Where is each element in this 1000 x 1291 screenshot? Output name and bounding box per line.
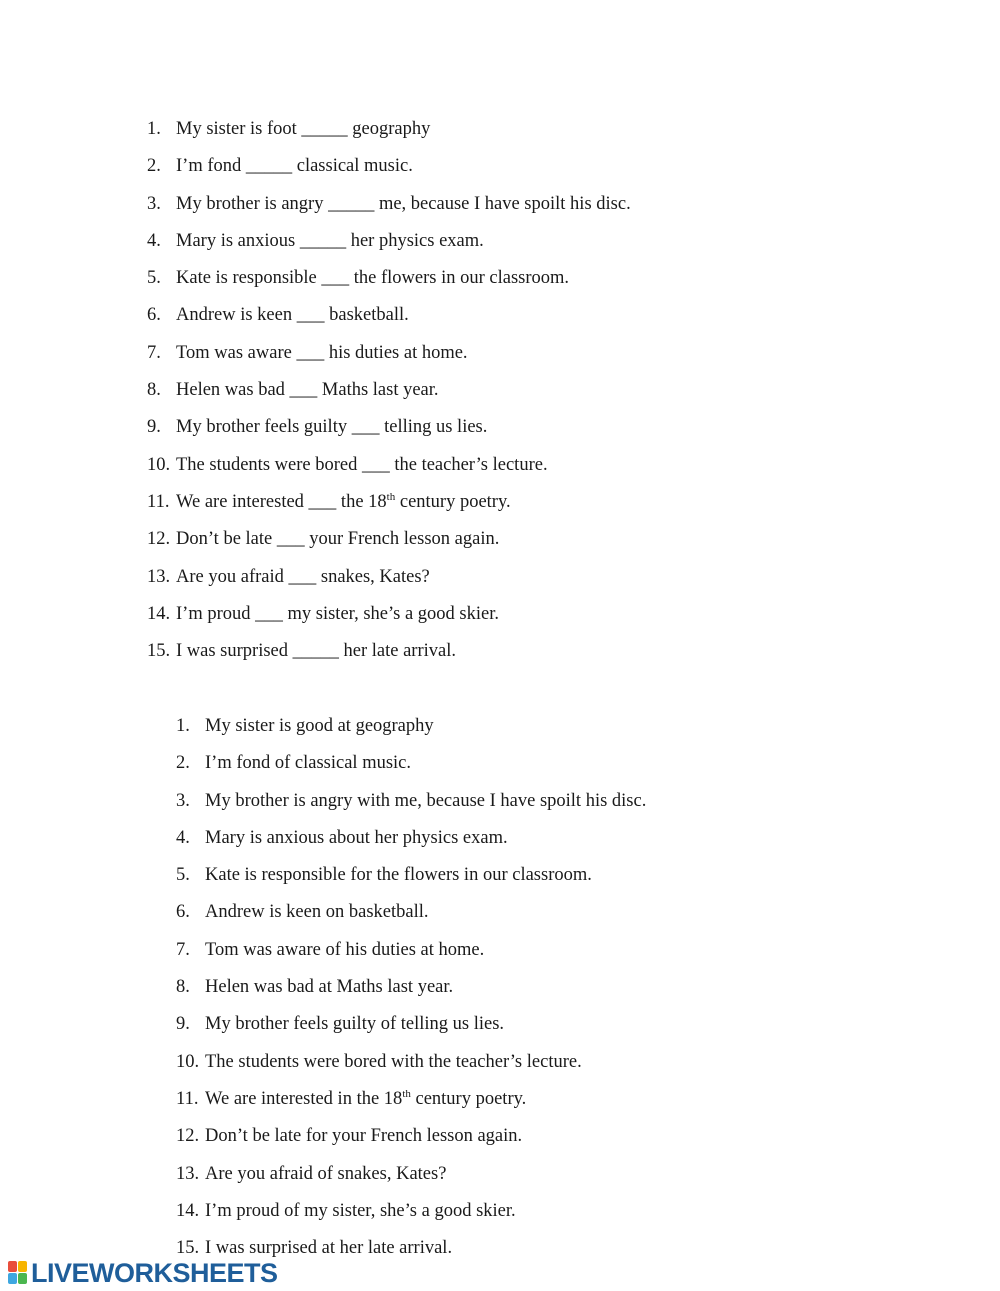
item-text: My brother is angry with me, because I have spoilt his disc. [205,790,647,811]
item-number: 5. [176,865,190,886]
item-number: 1. [176,716,190,736]
ordinal-suffix: th [386,490,396,503]
item-number: 15. [147,641,171,662]
item-number: 7. [147,342,161,363]
item-text: I was surprised at her late arrival. [205,1238,453,1259]
item-text: Mary is anxious about her physics exam. [205,827,508,848]
item-text: I’m proud ___ my sister, she’s a good skier. [176,603,499,624]
liveworksheets-logo-icon [8,1261,28,1285]
item-text-before: We are interested in the 18 [205,1088,403,1109]
item-text: My brother feels guilty ___ telling us lies. [176,417,488,438]
item-text: Don’t be late ___ your French lesson again. [176,529,500,550]
item-number: 13. [147,566,171,587]
item-text: Are you afraid of snakes, Kates? [205,1163,447,1184]
item-number: 7. [176,939,190,960]
item-number: 12. [176,1126,200,1147]
item-number: 11. [176,1088,199,1109]
item-number: 3. [176,790,190,811]
item-number: 9. [176,1014,190,1035]
item-text: Kate is responsible ___ the flowers in our classroom. [176,268,570,289]
item-text: Andrew is keen on basketball. [205,902,429,923]
item-number: 2. [176,753,190,774]
item-text: Helen was bad at Maths last year. [205,977,454,998]
ordinal-suffix: th [402,1087,411,1100]
item-text: Tom was aware of his duties at home. [205,939,485,960]
item-number: 5. [147,268,161,289]
item-number: 10. [147,454,171,475]
item-text: I’m fond _____ classical music. [176,156,413,177]
item-text: Tom was aware ___ his duties at home. [176,342,468,363]
item-text: Kate is responsible for the flowers in our classroom. [205,865,592,886]
item-text: My brother is angry _____ me, because I have spoilt his disc. [176,193,631,214]
item-number: 6. [147,305,161,326]
item-text: The students were bored ___ the teacher’s lecture. [176,454,548,475]
item-text-after: century poetry. [395,491,511,512]
item-text: My brother feels guilty of telling us lies. [205,1014,505,1035]
item-number: 4. [176,827,190,848]
item-number: 8. [176,977,190,998]
item-text-after: century poetry. [410,1088,527,1109]
item-text-before: We are interested ___ the 18 [176,491,387,512]
item-number: 14. [176,1200,200,1221]
item-text: Helen was bad ___ Maths last year. [176,380,439,401]
item-number: 15. [176,1238,200,1259]
item-text [205,1083,526,1115]
item-text: The students were bored with the teacher’s lecture. [205,1051,582,1072]
item-text: Are you afraid ___ snakes, Kates? [176,566,430,587]
item-number: 9. [147,417,161,438]
item-number: 13. [176,1163,200,1184]
item-number: 10. [176,1051,200,1072]
logo-block-green [18,1273,27,1284]
item-number: 8. [147,380,161,401]
item-number: 1. [147,119,161,139]
item-text: I was surprised _____ her late arrival. [176,641,456,662]
logo-text: LIVEWORKSHEETS [31,1257,278,1288]
item-text [176,486,511,518]
item-number: 14. [147,603,171,624]
liveworksheets-logo [8,1258,278,1288]
item-number: 12. [147,529,171,550]
item-number: 6. [176,902,190,923]
item-number: 11. [147,491,170,512]
logo-block-red [8,1261,17,1272]
logo-block-yellow [18,1261,27,1272]
item-text: I’m proud of my sister, she’s a good skier. [205,1200,516,1221]
item-text: My sister is good at geography [205,716,434,736]
item-text: Andrew is keen ___ basketball. [176,305,409,326]
item-text: I’m fond of classical music. [205,753,412,774]
item-text: Mary is anxious _____ her physics exam. [176,230,484,251]
item-number: 2. [147,156,161,177]
item-text: Don’t be late for your French lesson again. [205,1126,523,1147]
item-number: 4. [147,230,161,251]
item-text: My sister is foot _____ geography [176,119,431,139]
logo-block-blue [8,1273,17,1284]
item-number: 3. [147,193,161,214]
